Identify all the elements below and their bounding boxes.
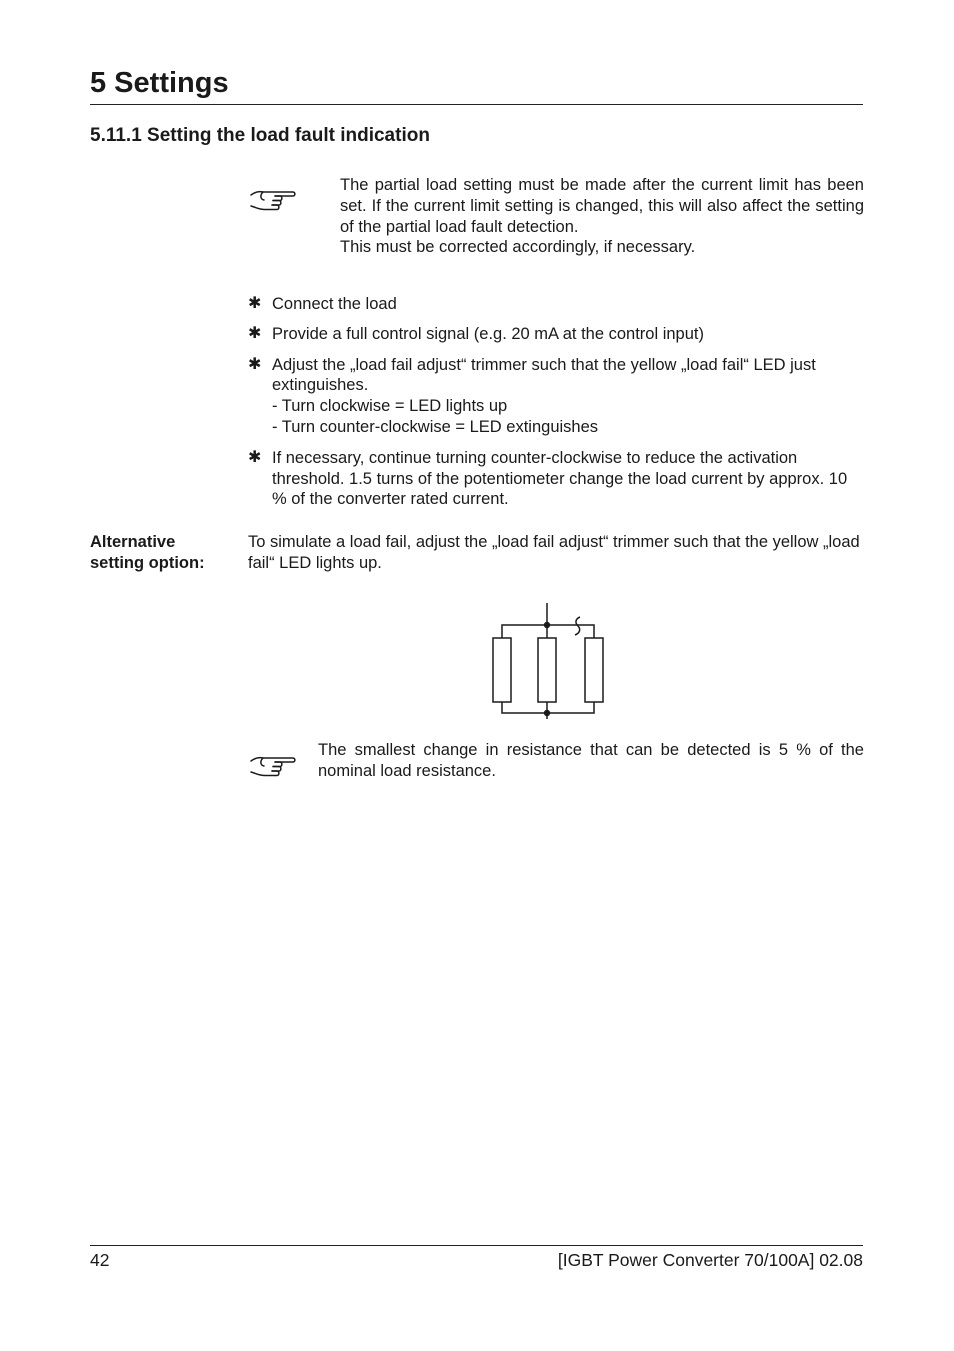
junction-dot — [544, 710, 550, 716]
chapter-divider — [90, 104, 863, 105]
alternative-label-line: setting option: — [90, 553, 205, 572]
step-text: If necessary, continue turning counter-clockwise to reduce the activation threshold. 1.5 turns of the potentiometer change the load current by approx. 10 % of the converter rated current. — [272, 448, 848, 509]
load-resistor-3 — [585, 638, 603, 702]
step-subitem: - Turn counter-clockwise = LED extinguishes — [272, 417, 599, 436]
step-text: Provide a full control signal (e.g. 20 mA at the control input) — [272, 324, 704, 343]
step-text: Connect the load — [272, 295, 397, 313]
note-paragraph: The partial load setting must be made after the current limit has been set. If the current limit setting is changed, this will also affect the setting of the partial load fault detection. — [340, 176, 864, 236]
pointing-hand-icon — [249, 186, 297, 216]
list-item — [248, 324, 864, 345]
list-item — [248, 448, 864, 510]
bullet-star-icon: ✱ — [248, 355, 262, 373]
step-text: Adjust the „load fail adjust“ trimmer such that the yellow „load fail“ LED just extinguishes. — [272, 355, 816, 395]
bullet-star-icon: ✱ — [248, 295, 262, 312]
page-number: 42 — [90, 1250, 110, 1270]
junction-dot — [544, 622, 550, 628]
load-resistor-1 — [493, 638, 511, 702]
step-subitem: - Turn clockwise = LED lights up — [272, 397, 508, 416]
bullet-star-icon: ✱ — [248, 448, 262, 466]
document-reference: [IGBT Power Converter 70/100A] 02.08 — [557, 1250, 863, 1270]
alternative-label-line: Alternative — [90, 533, 176, 551]
procedure-steps — [248, 294, 864, 510]
list-item — [248, 355, 864, 438]
list-item — [248, 294, 864, 315]
note-text: The smallest change in resistance that can be detected is 5 % of the nominal load resistance. — [318, 741, 864, 780]
note-paragraph: This must be corrected accordingly, if necessary. — [340, 238, 696, 257]
parallel-load-diagram — [488, 603, 612, 728]
pointing-hand-icon — [249, 752, 297, 782]
chapter-title: 5 Settings — [90, 67, 229, 99]
alternative-text: To simulate a load fail, adjust the „load fail adjust“ trimmer such that the yellow „load fail“ LED lights up. — [248, 533, 860, 572]
load-resistor-2 — [538, 638, 556, 702]
section-title: 5.11.1 Setting the load fault indication — [90, 125, 430, 146]
bullet-star-icon: ✱ — [248, 324, 262, 342]
footer-divider — [90, 1245, 863, 1246]
alternative-label — [90, 532, 240, 574]
note-text — [340, 175, 864, 258]
break-symbol-icon — [575, 617, 580, 635]
